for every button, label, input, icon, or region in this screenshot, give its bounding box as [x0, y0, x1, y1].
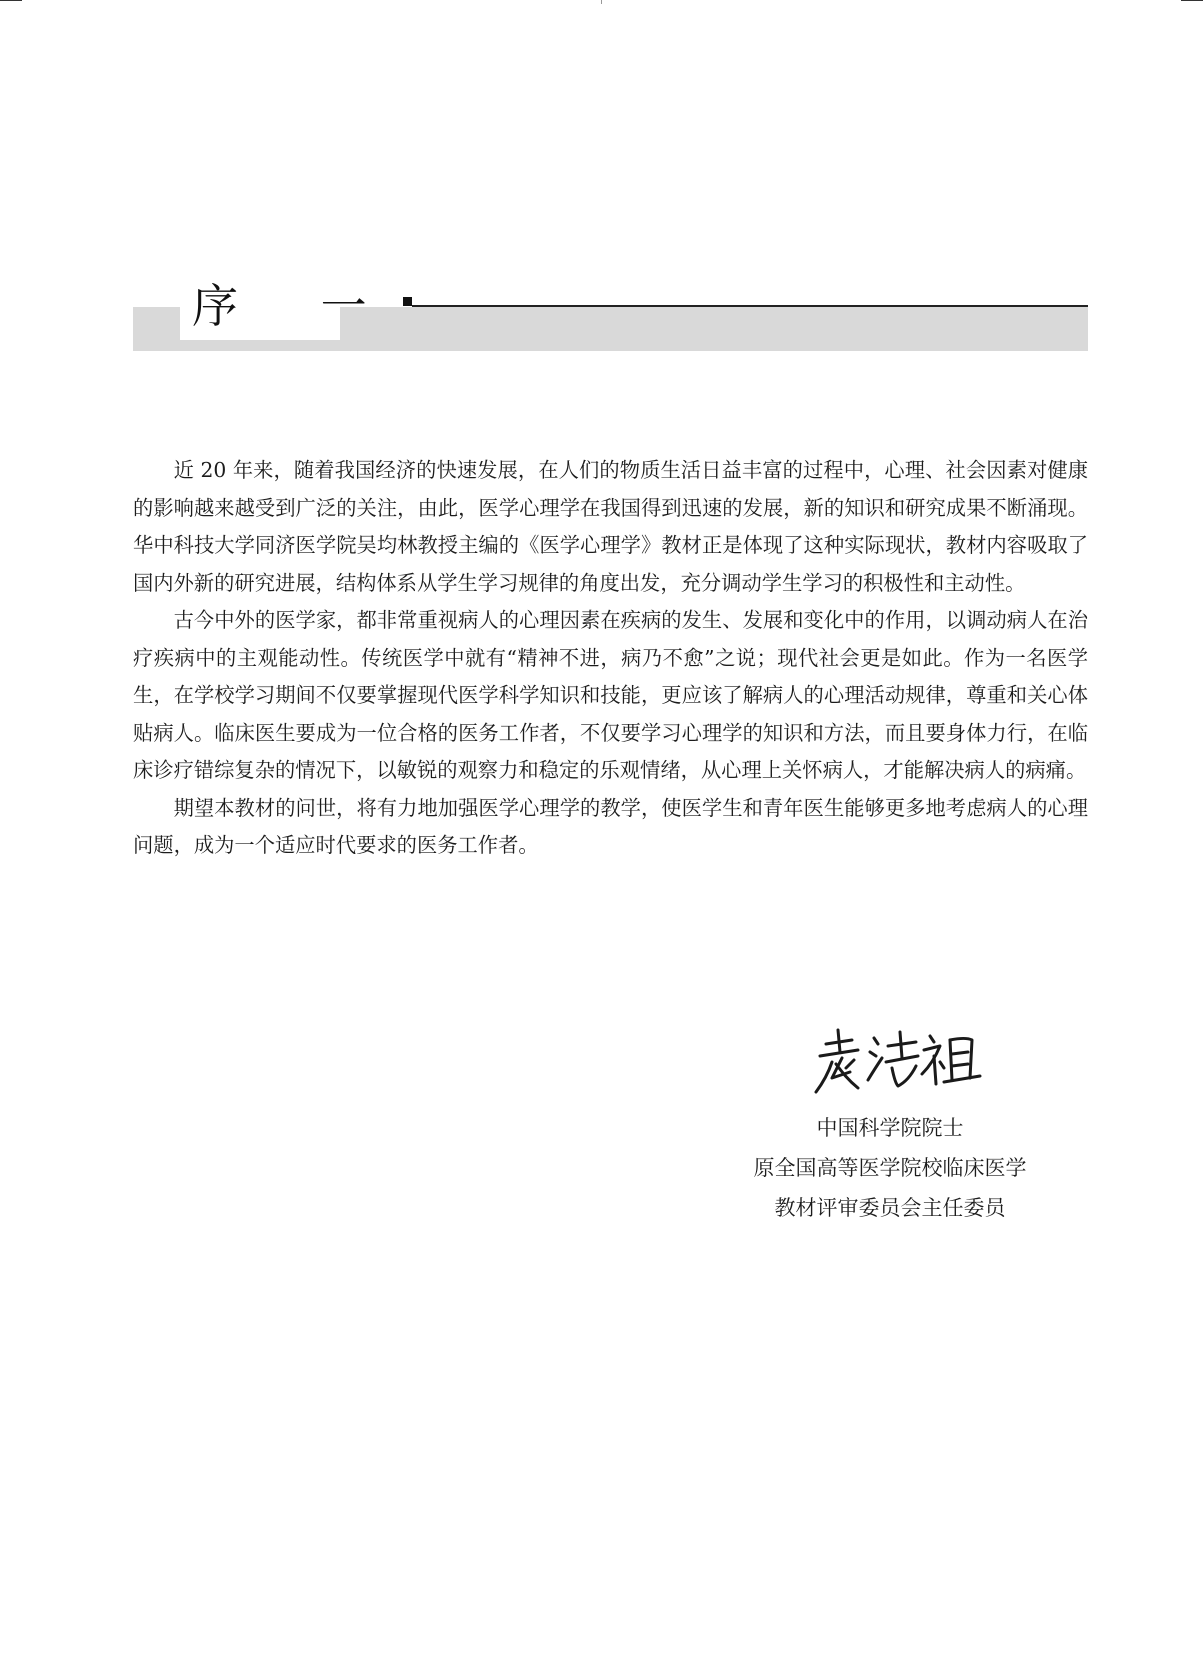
- author-affiliation: [700, 1108, 1080, 1228]
- crop-mark-top-left: [0, 0, 22, 1]
- crop-mark-top-right: [1181, 0, 1203, 1]
- handwritten-signature: [812, 1022, 982, 1102]
- paragraph-1: 近 20 年来，随着我国经济的快速发展，在人们的物质生活日益丰富的过程中，心理、社会因素对健康的影响越来越受到广泛的关注，由此，医学心理学在我国得到迅速的发展，新的知识和研究成果不断涌现。华中科技大学同济医学院吴均林教授主编的《医学心理学》教材正是体现了这种实际现状，教材内容吸取了国内外新的研究进展，结构体系从学生学习规律的角度出发，充分调动学生学习的积极性和主动性。: [133, 458, 1088, 595]
- affiliation-line-2: 原全国高等医学院校临床医学: [753, 1156, 1027, 1180]
- crop-mark-top-center: [601, 0, 602, 4]
- heading-rule: [412, 305, 1088, 307]
- affiliation-line-1: 中国科学院院士: [816, 1116, 964, 1140]
- affiliation-line-3: 教材评审委员会主任委员: [774, 1196, 1006, 1220]
- heading-square-ornament: [403, 297, 412, 306]
- paragraph-3: 期望本教材的问世，将有力地加强医学心理学的教学，使医学生和青年医生能够更多地考虑病人的心理问题，成为一个适应时代要求的医务工作者。: [133, 795, 1088, 857]
- preface-body: [133, 452, 1088, 865]
- page-title: 序 一: [192, 279, 401, 333]
- paragraph-2: 古今中外的医学家，都非常重视病人的心理因素在疾病的发生、发展和变化中的作用，以调动病人在治疗疾病中的主观能动性。传统医学中就有“精神不进，病乃不愈”之说；现代社会更是如此。作为一名医学生，在学校学习期间不仅要掌握现代医学科学知识和技能，更应该了解病人的心理活动规律，尊重和关心体贴病人。临床医生要成为一位合格的医务工作者，不仅要学习心理学的知识和方法，而且要身体力行，在临床诊疗错综复杂的情况下，以敏锐的观察力和稳定的乐观情绪，从心理上关怀病人，才能解决病人的病痛。: [133, 608, 1088, 782]
